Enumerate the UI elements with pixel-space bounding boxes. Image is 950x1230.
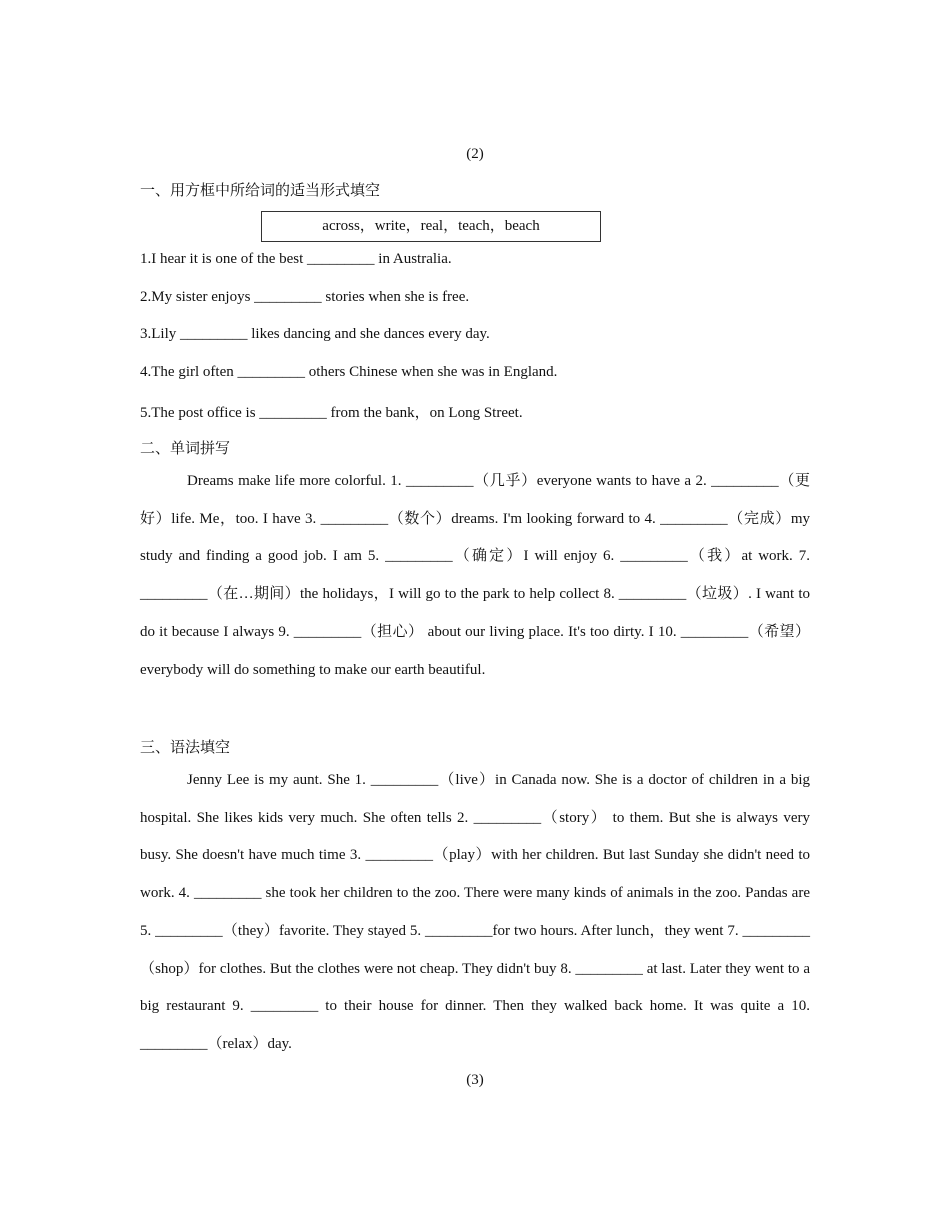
word-box: across，write，real，teach，beach	[261, 211, 601, 242]
section1-heading: 一、用方框中所给词的适当形式填空	[140, 181, 381, 199]
exercise-item-1: 1.I hear it is one of the best _________ in Australia.	[140, 251, 452, 267]
section3-passage: Jenny Lee is my aunt. She 1. _________（live）in Canada now. She is a doctor of children in a big hospital. She likes kids very much. She often tells 2. _________（story） to them. But she is always very busy. She doesn't have much time 3. _________（play）with her children. But last Sunday she didn't need to work. 4. _________ she took her children to the zoo. There were many kinds of animals in the zoo. Pandas are 5. _________（they）favorite. They stayed 5. _________for two hours. After lunch，they went 7. _________（shop）for clothes. But the clothes were not cheap. They didn't buy 8. _________ at last. Later they went to a big restaurant 9. _________ to their house for dinner. Then they walked back home. It was quite a 10. _________（relax）day.	[140, 772, 810, 1052]
exercise-item-3: 3.Lily _________ likes dancing and she dances every day.	[140, 326, 490, 342]
page-number-top: (2)	[466, 146, 484, 162]
section2-passage: Dreams make life more colorful. 1. _________（几乎）everyone wants to have a 2. _________（更好）life. Me，too. I have 3. _________（数个）dreams. I'm looking forward to 4. _________（完成）my study and finding a good job. I am 5. _________（确定）I will enjoy 6. _________（我）at work. 7. _________（在…期间）the holidays，I will go to the park to help collect 8. _________（垃圾）. I want to do it because I always 9. _________（担心） about our living place. It's too dirty. I 10. _________（希望）everybody will do something to make our earth beautiful.	[140, 473, 810, 678]
page-number-bottom: (3)	[466, 1072, 484, 1088]
exercise-item-5: 5.The post office is _________ from the bank，on Long Street.	[140, 405, 523, 421]
exercise-item-2: 2.My sister enjoys _________ stories when she is free.	[140, 289, 470, 305]
exercise-item-4: 4.The girl often _________ others Chinese when she was in England.	[140, 364, 558, 380]
section2-heading: 二、单词拼写	[140, 439, 231, 457]
section3-heading: 三、语法填空	[140, 738, 231, 756]
